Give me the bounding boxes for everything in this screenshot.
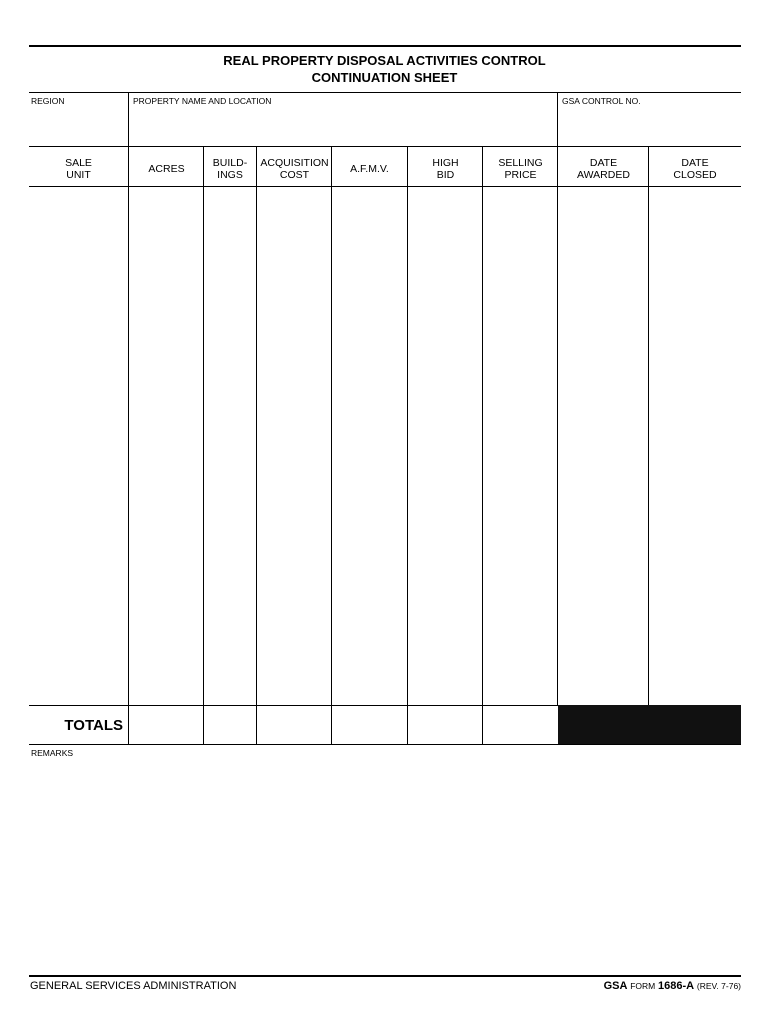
- acquisition-cost-entries[interactable]: [257, 187, 331, 705]
- property-name-label: PROPERTY NAME AND LOCATION: [133, 96, 272, 106]
- form-title-line2: CONTINUATION SHEET: [311, 70, 458, 85]
- footer-rule: [29, 975, 741, 977]
- acres-entries[interactable]: [129, 187, 203, 705]
- region-field[interactable]: [29, 106, 128, 146]
- totals-selling-price-field[interactable]: [483, 706, 557, 744]
- totals-acquisition-cost-field[interactable]: [257, 706, 331, 744]
- column-header-top-rule: [29, 146, 741, 147]
- totals-bottom-rule: [29, 744, 741, 745]
- col-date-closed: DATE CLOSED: [673, 157, 717, 181]
- col-acres: ACRES: [148, 163, 185, 175]
- col-selling-price: SELLING PRICE: [498, 157, 543, 181]
- gsa-control-field[interactable]: [558, 106, 741, 146]
- totals-blocked-area: [558, 705, 741, 745]
- date-closed-entries[interactable]: [649, 187, 741, 705]
- totals-acres-field[interactable]: [129, 706, 203, 744]
- col-buildings: BUILD- INGS: [212, 157, 248, 181]
- agency-name: GENERAL SERVICES ADMINISTRATION: [30, 980, 237, 992]
- col-acquisition-cost: ACQUISITION COST: [260, 157, 329, 181]
- form-title-line1: REAL PROPERTY DISPOSAL ACTIVITIES CONTROL: [223, 53, 546, 68]
- gsa-control-label: GSA CONTROL NO.: [562, 96, 641, 106]
- sale-unit-entries[interactable]: [29, 187, 128, 705]
- form-number: GSA FORM 1686-A (REV. 7-76): [603, 980, 741, 992]
- totals-buildings-field[interactable]: [204, 706, 256, 744]
- remarks-field[interactable]: [29, 760, 741, 972]
- top-rule: [29, 45, 741, 47]
- afmv-entries[interactable]: [332, 187, 407, 705]
- header-rule: [29, 92, 741, 93]
- date-awarded-entries[interactable]: [558, 187, 648, 705]
- property-name-field[interactable]: [129, 106, 557, 146]
- totals-high-bid-field[interactable]: [408, 706, 482, 744]
- high-bid-entries[interactable]: [408, 187, 482, 705]
- totals-label: TOTALS: [64, 716, 123, 734]
- totals-afmv-field[interactable]: [332, 706, 407, 744]
- col-high-bid: HIGH BID: [432, 157, 459, 181]
- remarks-label: REMARKS: [31, 748, 74, 758]
- col-afmv: A.F.M.V.: [350, 163, 389, 175]
- region-label: REGION: [31, 96, 65, 106]
- selling-price-entries[interactable]: [483, 187, 557, 705]
- buildings-entries[interactable]: [204, 187, 256, 705]
- col-date-awarded: DATE AWARDED: [577, 157, 630, 181]
- col-sale-unit: SALE UNIT: [65, 157, 92, 181]
